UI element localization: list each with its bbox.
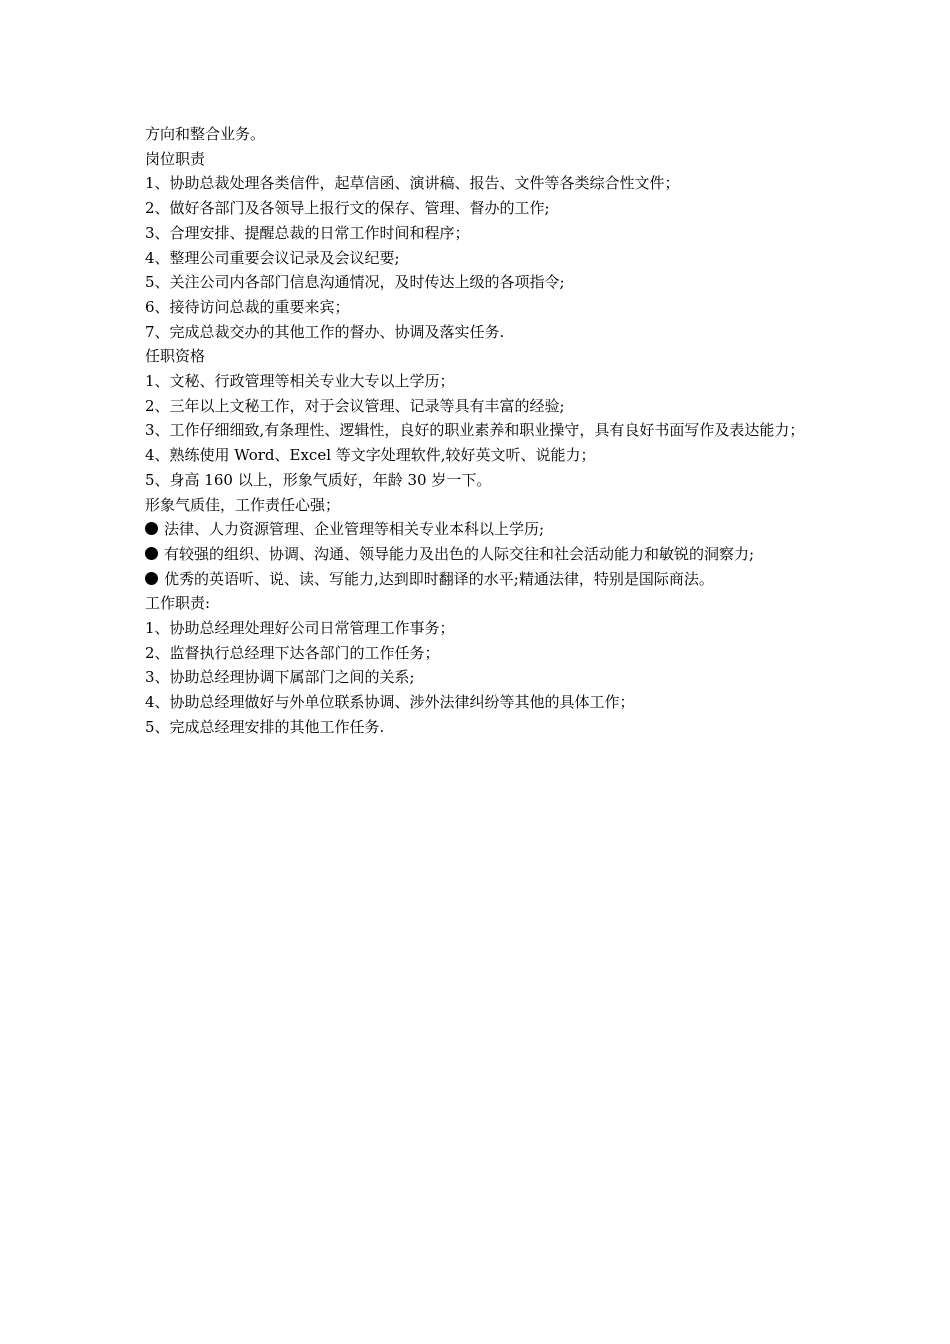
document-body xyxy=(145,122,810,740)
list-item: 7、完成总裁交办的其他工作的督办、协调及落实任务. xyxy=(145,322,505,341)
list-item: 5、身高 160 以上，形象气质好，年龄 30 岁一下。 xyxy=(145,470,492,489)
list-item: 5、关注公司内各部门信息沟通情况，及时传达上级的各项指令; xyxy=(145,273,565,292)
bullet-dot-icon xyxy=(145,522,158,535)
list-item: 2、三年以上文秘工作，对于会议管理、记录等具有丰富的经验; xyxy=(145,396,565,415)
list-item: 3、合理安排、提醒总裁的日常工作时间和程序； xyxy=(145,223,470,242)
bullet-item xyxy=(145,542,810,567)
list-item: 1、协助总裁处理各类信件，起草信函、演讲稿、报告、文件等各类综合性文件； xyxy=(145,174,680,193)
bullet-item xyxy=(145,567,810,592)
list-item: 6、接待访问总裁的重要来宾； xyxy=(145,297,350,316)
bullet-dot-icon xyxy=(145,572,158,585)
list-item: 3、协助总经理协调下属部门之间的关系; xyxy=(145,668,415,687)
list-item: 2、监督执行总经理下达各部门的工作任务； xyxy=(145,643,440,662)
intro-fragment: 方向和整合业务。 xyxy=(145,125,266,143)
section-heading-job-duties: 工作职责: xyxy=(145,594,211,613)
bullet-text: 有较强的组织、协调、沟通、领导能力及出色的人际交往和社会活动能力和敏锐的洞察力; xyxy=(164,544,755,563)
section-heading-qualifications: 任职资格 xyxy=(145,347,206,366)
bullet-text: 法律、人力资源管理、企业管理等相关专业本科以上学历; xyxy=(164,520,545,539)
bullet-item xyxy=(145,517,810,542)
list-item: 5、完成总经理安排的其他工作任务. xyxy=(145,717,385,736)
section-heading-duties: 岗位职责 xyxy=(145,149,206,168)
bullet-dot-icon xyxy=(145,547,158,560)
list-item: 4、协助总经理做好与外单位联系协调、涉外法律纠纷等其他的具体工作； xyxy=(145,693,635,712)
list-item: 形象气质佳，工作责任心强； xyxy=(145,495,341,514)
list-item: 4、熟练使用 Word、Excel 等文字处理软件,较好英文听、说能力； xyxy=(145,446,596,465)
list-item: 1、协助总经理处理好公司日常管理工作事务； xyxy=(145,619,455,638)
list-item: 2、做好各部门及各领导上报行文的保存、管理、督办的工作; xyxy=(145,199,550,218)
bullet-text: 优秀的英语听、说、读、写能力,达到即时翻译的水平;精通法律，特别是国际商法。 xyxy=(164,569,714,588)
list-item: 4、整理公司重要会议记录及会议纪要; xyxy=(145,248,400,267)
list-item: 3、工作仔细细致,有条理性、逻辑性，良好的职业素养和职业操守，具有良好书面写作及表达能力； xyxy=(145,421,805,440)
list-item: 1、文秘、行政管理等相关专业大专以上学历； xyxy=(145,372,455,391)
